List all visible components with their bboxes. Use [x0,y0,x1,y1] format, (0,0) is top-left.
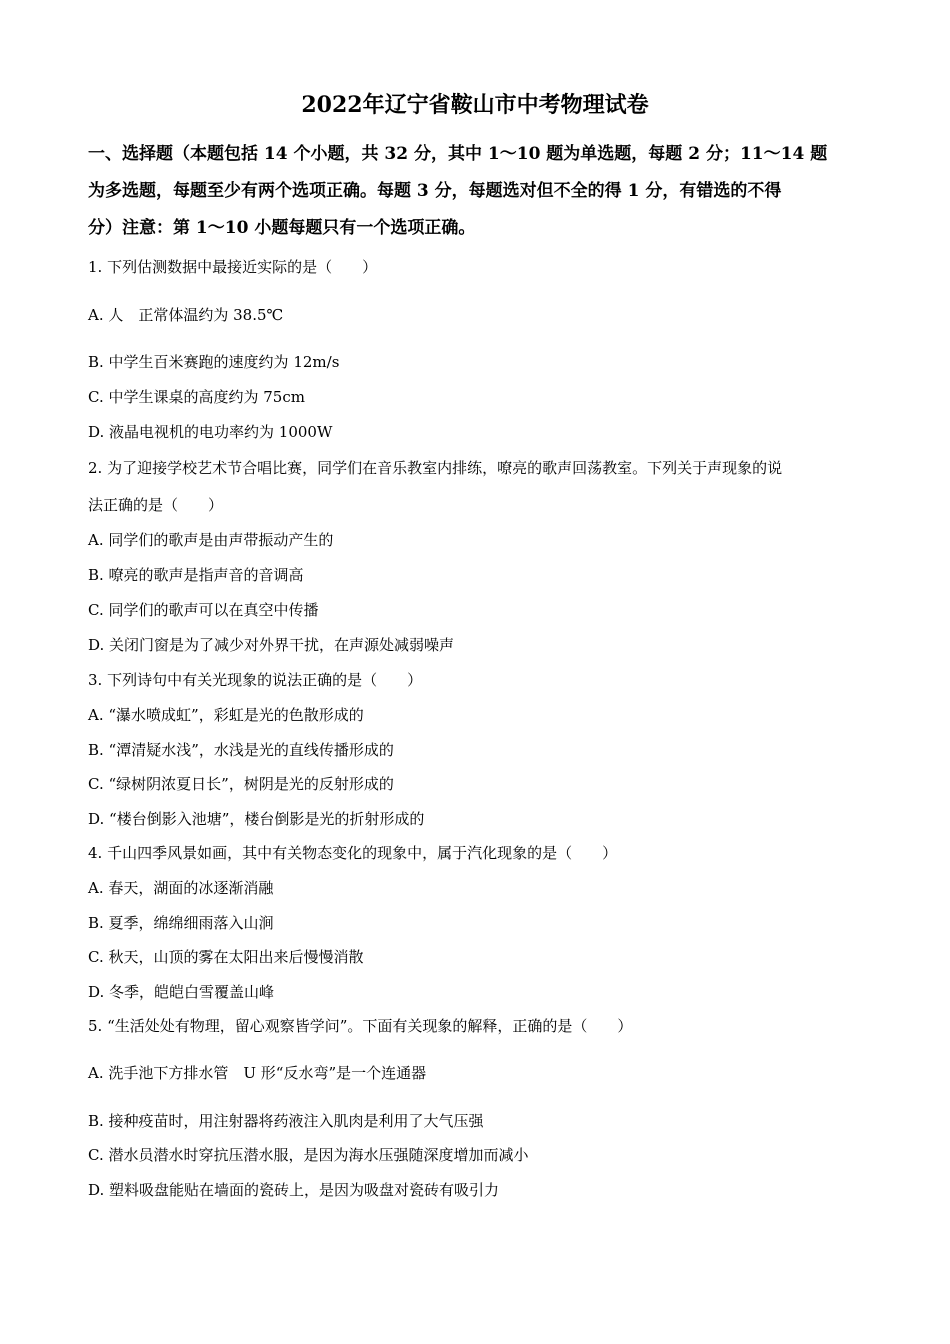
question-2-option-c: C. 同学们的歌声可以在真空中传播 [88,601,319,619]
question-3-option-b: B. “潭清疑水浅”，水浅是光的直线传播形成的 [88,741,394,759]
question-5-option-d: D. 塑料吸盘能贴在墙面的瓷砖上，是因为吸盘对瓷砖有吸引力 [88,1181,500,1199]
question-3-option-a: A. “瀑水喷成虹”，彩虹是光的色散形成的 [88,706,364,724]
question-2-option-b: B. 嘹亮的歌声是指声音的音调高 [88,566,304,584]
question-2-option-a: A. 同学们的歌声是由声带振动产生的 [88,531,334,549]
question-4-option-d: D. 冬季，皑皑白雪覆盖山峰 [88,983,275,1001]
question-3-stem: 3. 下列诗句中有关光现象的说法正确的是（ ） [88,671,423,689]
question-4-stem: 4. 千山四季风景如画，其中有关物态变化的现象中，属于汽化现象的是（ ） [88,844,618,862]
page-title: 2022年辽宁省鞍山市中考物理试卷 [301,92,649,118]
question-1-option-c: C. 中学生课桌的高度约为 75cm [88,388,305,406]
question-1-stem: 1. 下列估测数据中最接近实际的是（ ） [88,258,378,276]
instruction-line: 为多选题，每题至少有两个选项正确。每题 3 分，每题选对但不全的得 1 分，有错选的不得 [88,181,782,201]
question-2-stem: 2. 为了迎接学校艺术节合唱比赛，同学们在音乐教室内排练，嘹亮的歌声回荡教室。下列关于声现象的说 [88,459,783,477]
question-4-option-a: A. 春天，湖面的冰逐渐消融 [88,879,274,897]
section-instructions [88,136,860,247]
question-2-stem-cont: 法正确的是（ ） [88,496,224,514]
question-3-option-c: C. “绿树阴浓夏日长”，树阴是光的反射形成的 [88,775,394,793]
question-2-option-d: D. 关闭门窗是为了减少对外界干扰，在声源处减弱噪声 [88,636,455,654]
question-3-option-d: D. “楼台倒影入池塘”，楼台倒影是光的折射形成的 [88,810,425,828]
question-4-option-b: B. 夏季，绵绵细雨落入山涧 [88,914,274,932]
question-1-option-b: B. 中学生百米赛跑的速度约为 12m/s [88,353,340,371]
question-5-option-a: A. 洗手池下方排水管 U 形“反水弯”是一个连通器 [88,1064,427,1082]
instruction-line: 分）注意：第 1～10 小题每题只有一个选项正确。 [88,218,476,238]
question-1-option-a: A. 人 正常体温约为 38.5℃ [88,306,284,324]
question-1-option-d: D. 液晶电视机的电功率约为 1000W [88,423,333,441]
instruction-line: 一、选择题（本题包括 14 个小题，共 32 分，其中 1～10 题为单选题，每题 2 分；11～14 题 [88,144,828,164]
question-5-option-b: B. 接种疫苗时，用注射器将药液注入肌肉是利用了大气压强 [88,1112,484,1130]
question-5-option-c: C. 潜水员潜水时穿抗压潜水服，是因为海水压强随深度增加而减小 [88,1146,529,1164]
question-4-option-c: C. 秋天，山顶的雾在太阳出来后慢慢消散 [88,948,364,966]
question-5-stem: 5. “生活处处有物理，留心观察皆学问”。下面有关现象的解释，正确的是（ ） [88,1017,633,1035]
